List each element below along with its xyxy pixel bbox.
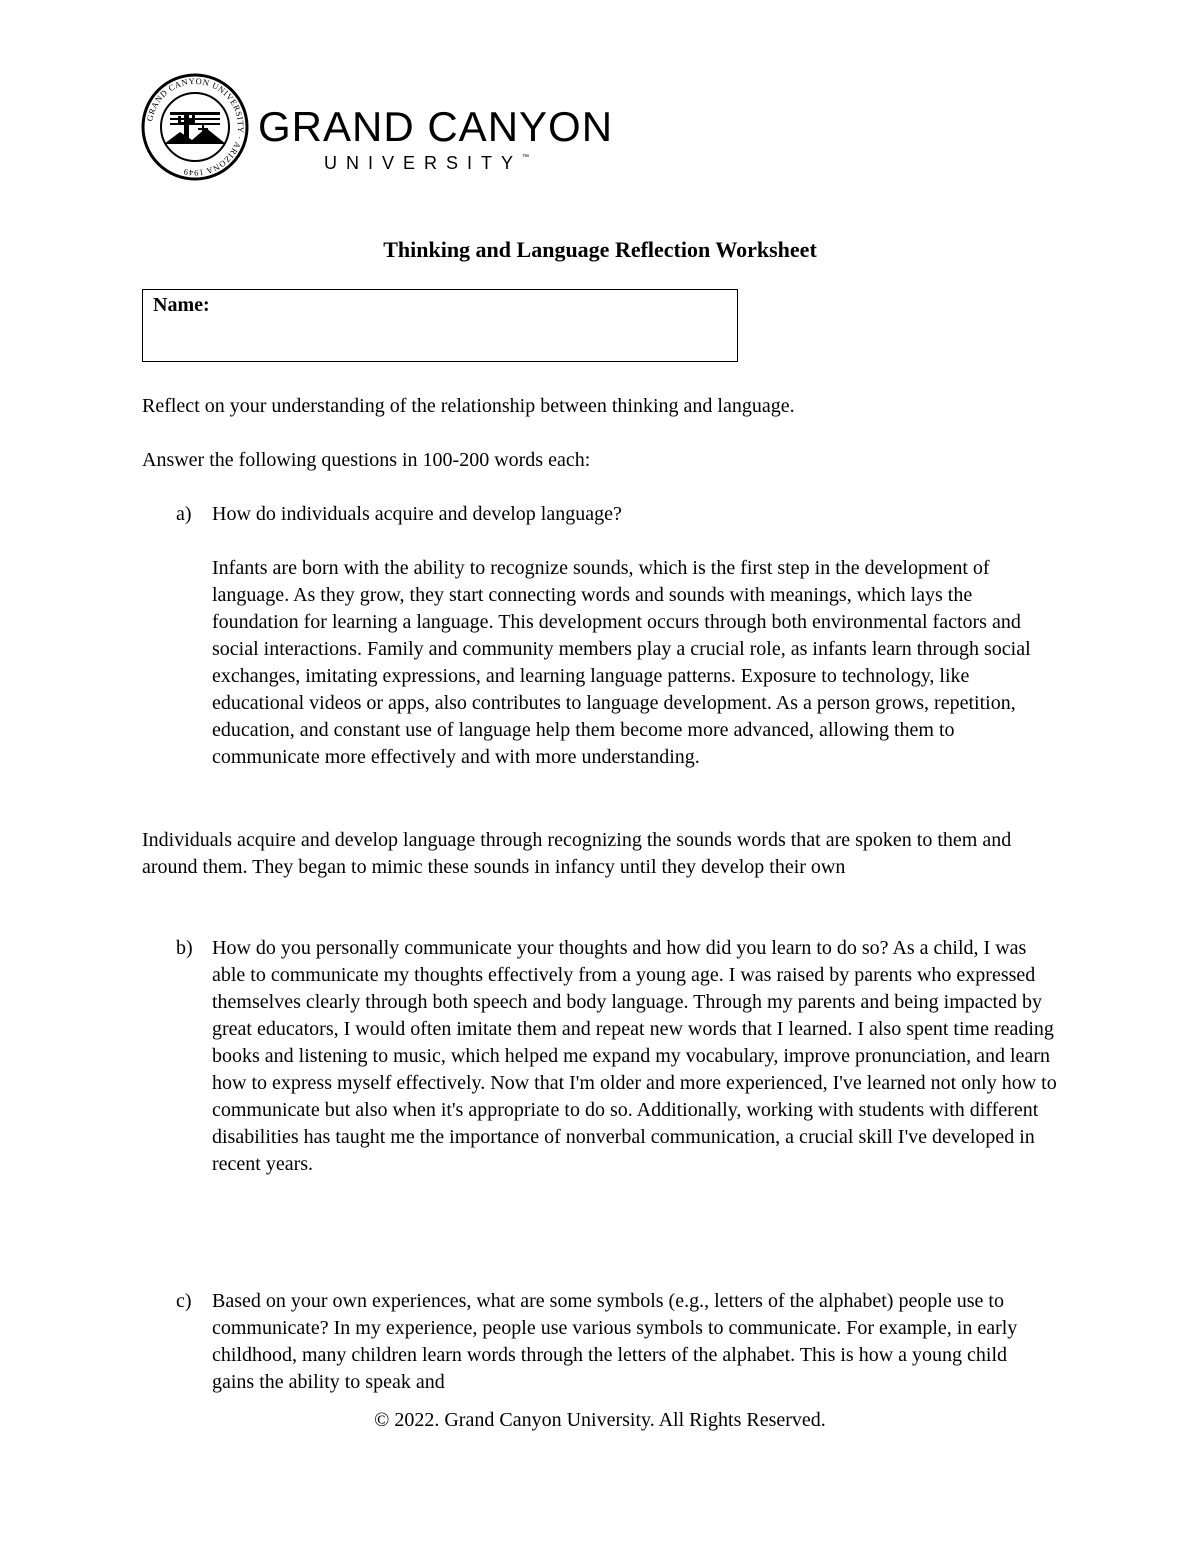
question-c	[142, 1288, 1062, 1396]
question-b-label: b)	[176, 937, 193, 959]
university-seal-icon	[140, 72, 250, 182]
trademark-symbol: ™	[522, 154, 530, 161]
wordmark-name: GRAND CANYON	[258, 103, 614, 150]
question-a	[142, 501, 1062, 771]
copyright-footer: © 2022. Grand Canyon University. All Rights Reserved.	[374, 1409, 826, 1431]
university-logo	[140, 72, 620, 182]
question-b-text: How do you personally communicate your thoughts and how did you learn to do so? As a child, I was able to communicate my thoughts effectively from a young age. I was raised by parents who expressed themselves clearly through both speech and body language. Through my parents and being impacted by great educators, I would often imitate them and repeat new words that I learned. I also spent time reading books and listening to music, which helped me expand my vocabulary, improve pronunciation, and learn how to express myself effectively. Now that I'm older and more experienced, I've learned not only how to communicate but also when it's appropriate to do so. Additionally, working with students with different disabilities has taught me the importance of nonverbal communication, a crucial skill I've developed in recent years.	[212, 937, 1057, 1175]
question-a-answer: Infants are born with the ability to recognize sounds, which is the first step in the development of language. As they grow, they start connecting words and sounds with meanings, which lays the foundation for learning a language. This development occurs through both environmental factors and social interactions. Family and community members play a crucial role, as infants learn through social exchanges, imitating expressions, and learning language patterns. Exposure to technology, like educational videos or apps, also contributes to language development. As a person grows, repetition, education, and constant use of language help them become more advanced, allowing them to communicate more effectively and with more understanding.	[212, 557, 1031, 768]
intro-text: Reflect on your understanding of the relationship between thinking and language.	[142, 395, 795, 417]
wordmark-university: UNIVERSITY	[324, 153, 523, 173]
question-a-text: How do individuals acquire and develop language?	[212, 503, 622, 525]
extra-paragraph: Individuals acquire and develop language through recognizing the sounds words that are spoken to them and around them. They began to mimic these sounds in infancy until they develop their own	[142, 829, 1012, 878]
worksheet-title: Thinking and Language Reflection Worksheet	[383, 237, 817, 262]
question-b	[142, 935, 1062, 1178]
name-label: Name:	[153, 294, 210, 316]
wordmark-subtitle	[324, 154, 613, 172]
name-field[interactable]	[142, 289, 738, 362]
university-wordmark	[258, 103, 614, 173]
question-c-text: Based on your own experiences, what are some symbols (e.g., letters of the alphabet) people use to communicate? In my experience, people use various symbols to communicate. For example, in early childhood, many children learn words through the letters of the alphabet. This is how a young child gains the ability to speak and	[212, 1290, 1018, 1393]
instructions-text: Answer the following questions in 100-200 words each:	[142, 449, 591, 471]
seal-text: GRAND CANYON UNIVERSITY · ARIZONA 1949	[144, 75, 247, 179]
question-c-label: c)	[176, 1290, 192, 1312]
question-a-label: a)	[176, 503, 192, 525]
